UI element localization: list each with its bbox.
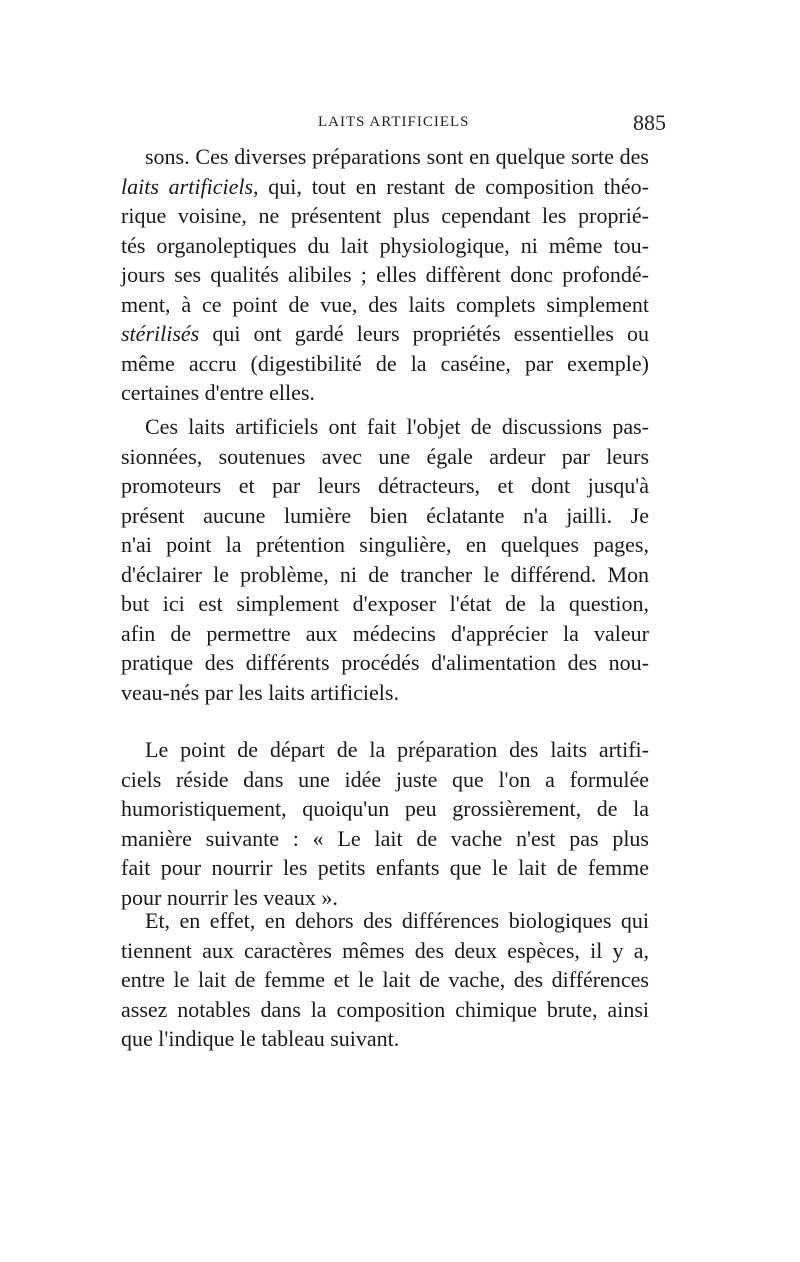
text-line: n'ai point la prétention singulière, en quelques pages, bbox=[121, 532, 649, 557]
text-line: certaines d'entre elles. bbox=[121, 380, 315, 405]
text-line: ciels réside dans une idée juste que l'on a formulée bbox=[121, 766, 649, 792]
text-line: pratique des différents procédés d'alimentation des nou- bbox=[121, 650, 649, 675]
text-line: promoteurs et par leurs détracteurs, et dont jusqu'à bbox=[121, 473, 649, 498]
italic-term: laits artificiels bbox=[121, 173, 254, 199]
text-line: sons. Ces diverses préparations sont en quelque sorte des bbox=[145, 144, 649, 169]
page-number: 885 bbox=[633, 110, 666, 135]
text-line: tiennent aux caractères mêmes des deux espèces, il y a, bbox=[121, 937, 649, 963]
text-line: but ici est simplement d'exposer l'état de la question, bbox=[121, 591, 649, 616]
text-line: assez notables dans la composition chimique brute, ainsi bbox=[121, 996, 649, 1022]
text-line: entre le lait de femme et le lait de vache, des différences bbox=[121, 967, 649, 992]
text-line: afin de permettre aux médecins d'apprécier la valeur bbox=[121, 620, 649, 646]
text-line: tés organoleptiques du lait physiologique, ni même tou- bbox=[121, 232, 649, 258]
text-line: laits artificiels, qui, tout en restant de composition théo- bbox=[121, 173, 649, 199]
text-line: ment, à ce point de vue, des laits complets simplement bbox=[121, 291, 649, 317]
paragraph-4 bbox=[121, 906, 649, 1054]
text-line: humoristiquement, quoiqu'un peu grossièrement, de la bbox=[121, 796, 649, 821]
text-line: d'éclairer le problème, ni de trancher le différend. Mon bbox=[121, 561, 649, 587]
text-line: même accru (digestibilité de la caséine, par exemple) bbox=[121, 350, 649, 376]
text-line: veau-nés par les laits artificiels. bbox=[121, 679, 399, 705]
text-line: présent aucune lumière bien éclatante n'a jailli. Je bbox=[121, 502, 649, 528]
paragraph-3 bbox=[121, 735, 649, 912]
text-line: stérilisés qui ont gardé leurs propriétés essentielles ou bbox=[121, 321, 649, 346]
italic-term: stérilisés bbox=[121, 321, 200, 346]
text-line: pour nourrir les veaux ». bbox=[121, 884, 338, 910]
text-line: que l'indique le tableau suivant. bbox=[121, 1026, 400, 1051]
text-line: Et, en effet, en dehors des différences biologiques qui bbox=[145, 908, 649, 933]
text-line: jours ses qualités alibiles ; elles diffèrent donc profondé- bbox=[121, 262, 649, 287]
text-line: sionnées, soutenues avec une égale ardeur par leurs bbox=[121, 443, 649, 469]
text-line: manière suivante : « Le lait de vache n'est pas plus bbox=[121, 825, 649, 851]
paragraph-1 bbox=[121, 142, 649, 408]
paragraph-2 bbox=[121, 412, 649, 707]
text-line: fait pour nourrir les petits enfants que le lait de femme bbox=[121, 855, 649, 880]
running-title: LAITS ARTIFICIELS bbox=[318, 114, 470, 130]
text-line: Le point de départ de la préparation des laits artifi- bbox=[145, 737, 649, 762]
text-line: Ces laits artificiels ont fait l'objet de discussions pas- bbox=[145, 414, 649, 439]
text-line: rique voisine, ne présentent plus cependant les proprié- bbox=[121, 203, 649, 228]
